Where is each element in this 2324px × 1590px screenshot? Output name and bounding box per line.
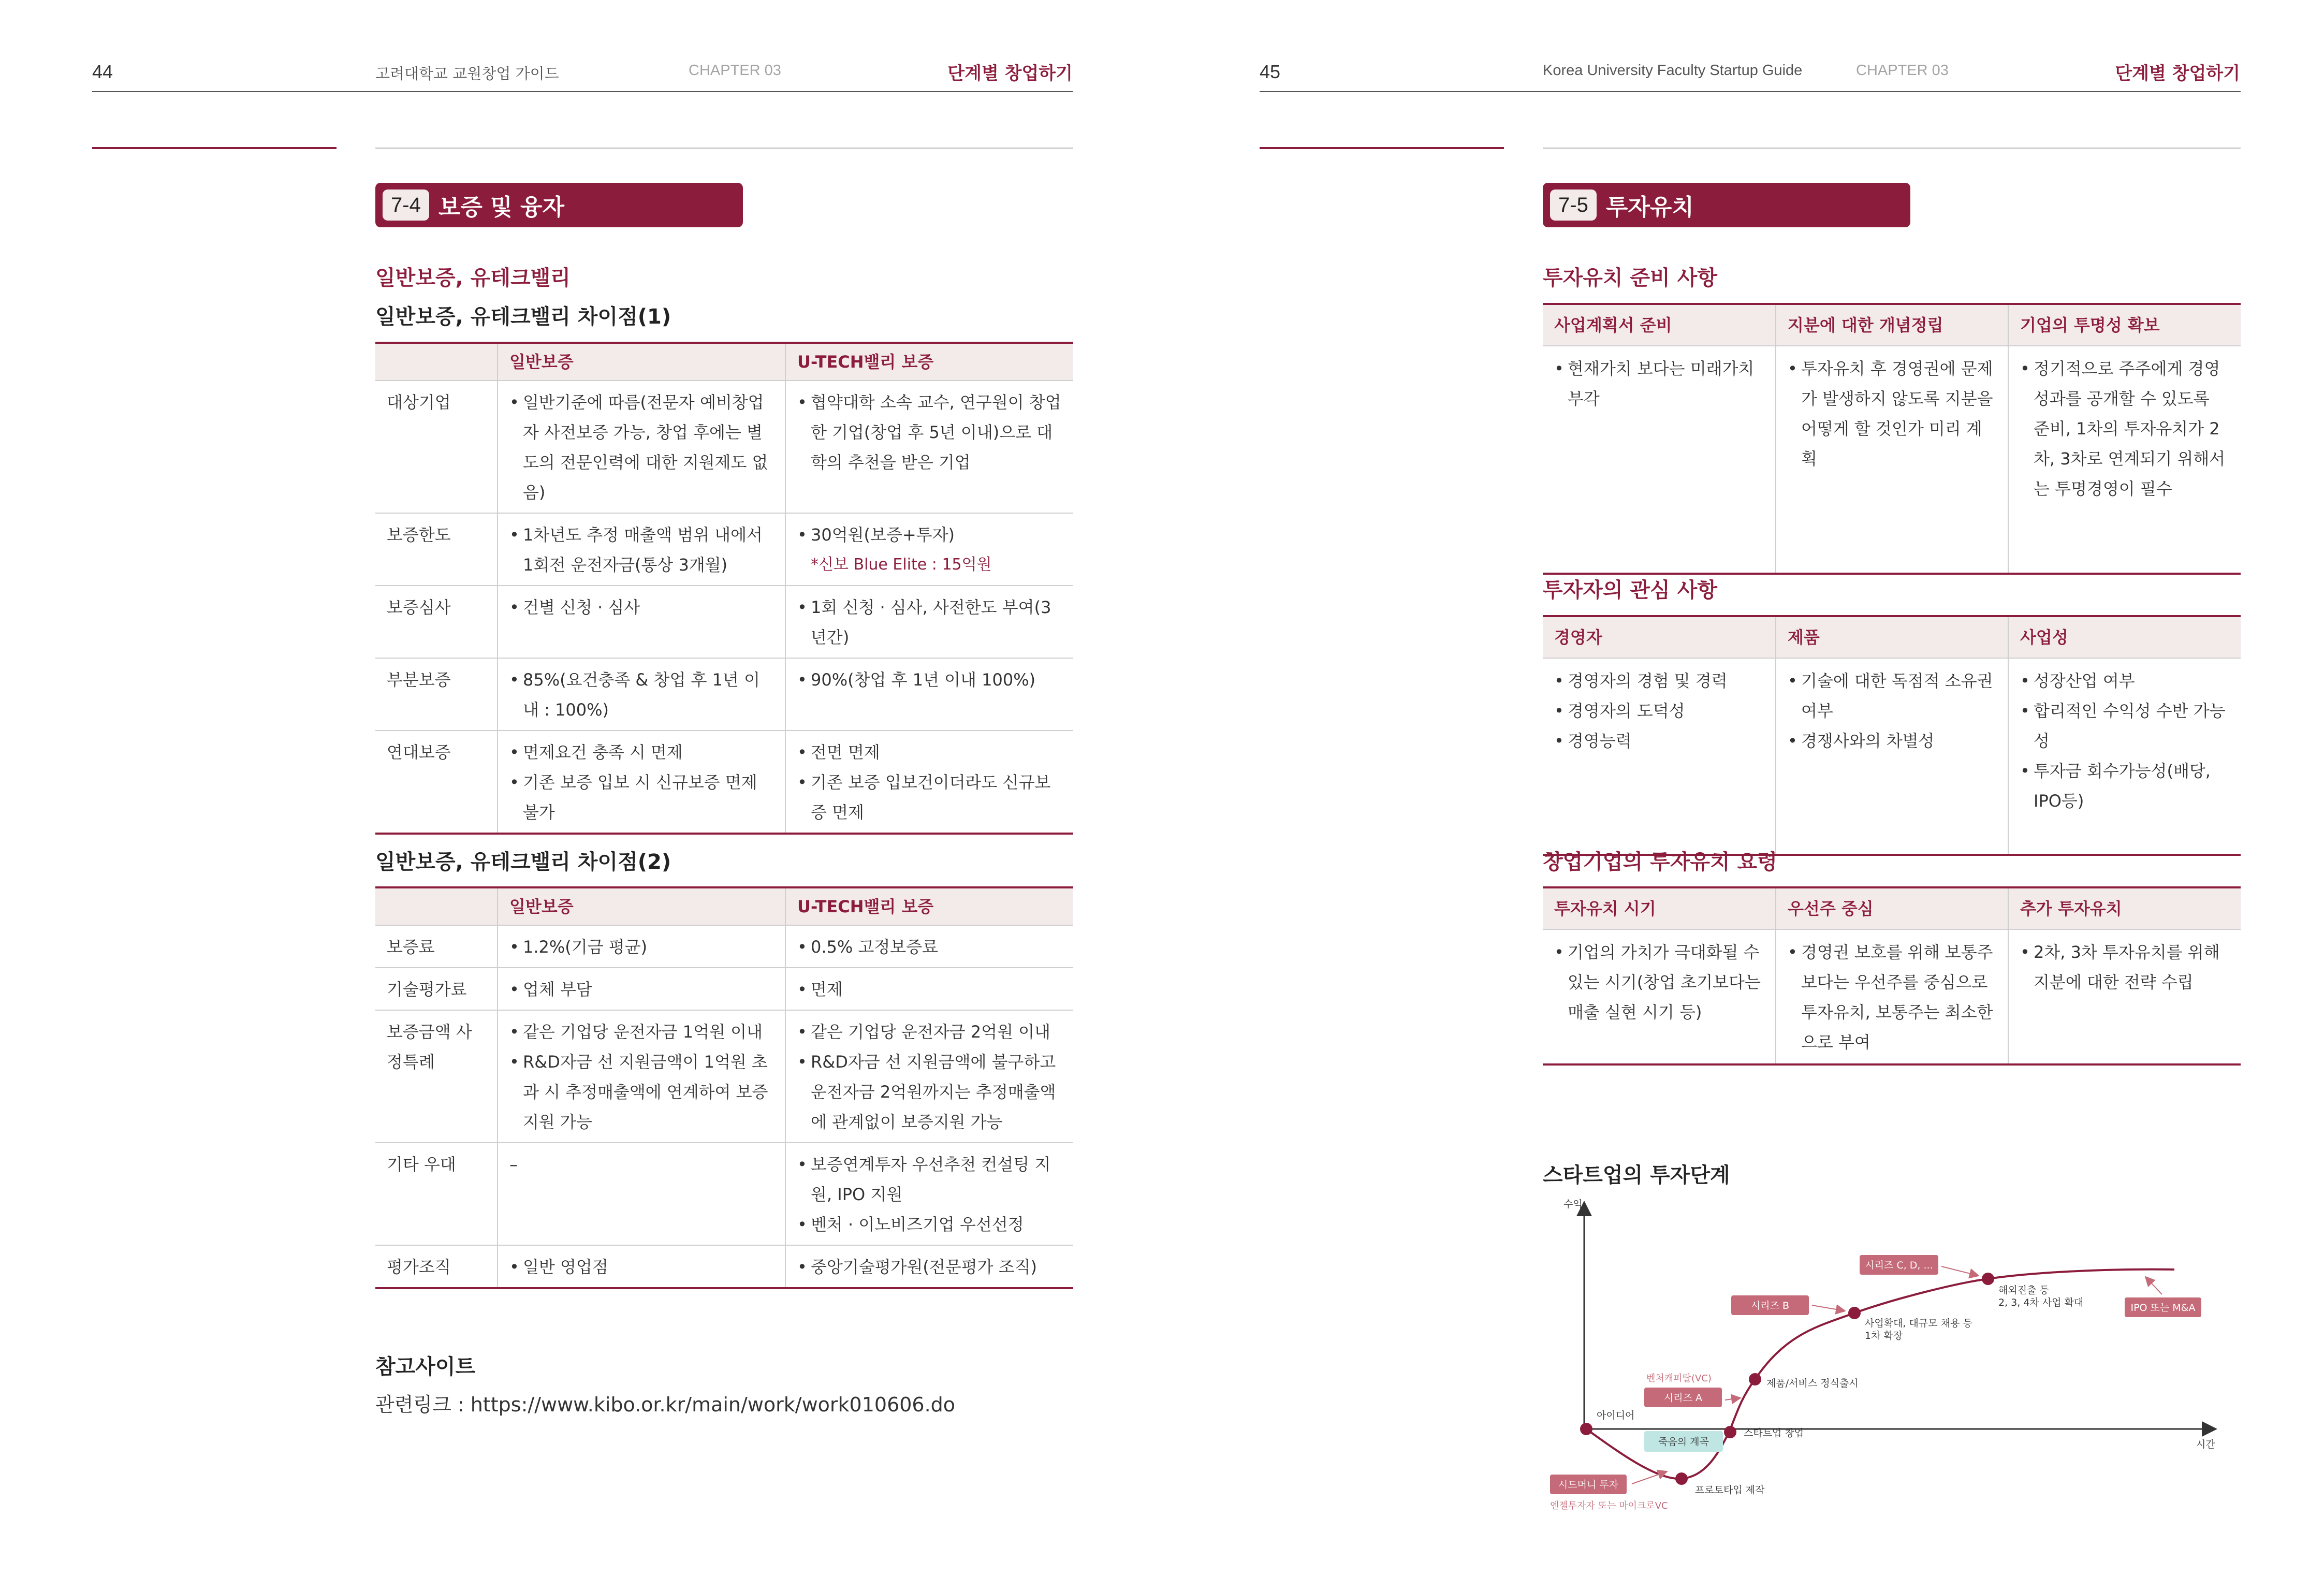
cell-text: • 경영권 보호를 위해 보통주보다는 우선주를 중심으로 투자유치, 보통주는 최소한으로 부여 (1788, 937, 1996, 1057)
right-accent-line (1260, 147, 1504, 149)
cell-text: • 보증연계투자 우선추천 컨설팅 지원, IPO 지원 (797, 1149, 1062, 1209)
label-startup: 스타트업 창업 (1744, 1427, 1804, 1439)
right-header-line (1260, 91, 2241, 92)
row-label: 부분보증 (375, 658, 498, 731)
cell-text: • 1차년도 추정 매출액 범위 내에서 1회전 운전자금(통상 3개월) (509, 520, 773, 580)
cell-text: • R&D자금 선 지원금액에 불구하고 운전자금 2억원까지는 추정매출액에 관계없이 보증지원 가능 (797, 1047, 1062, 1137)
tag-series-a-text: 시리즈 A (1663, 1392, 1703, 1404)
arrow-ipo (2145, 1277, 2162, 1294)
table2-title: 일반보증, 유테크밸리 차이점(2) (375, 850, 671, 874)
point-startup (1724, 1426, 1736, 1438)
point-launch (1749, 1373, 1761, 1385)
invest-prep-title: 투자유치 준비 사항 (1543, 266, 1717, 290)
point-expansion (1848, 1307, 1861, 1319)
cell-text: • 1.2%(기금 평균) (509, 932, 773, 962)
col-header: 투자유치 시기 (1543, 887, 1776, 929)
row-label: 보증한도 (375, 513, 498, 586)
cell-text: • 투자유치 후 경영권에 문제가 발생하지 않도록 지분을 어떻게 할 것인가 미리 계획 (1788, 354, 1996, 474)
invest-tips-title: 창업기업의 투자유치 요령 (1543, 850, 1777, 874)
row-label: 평가조직 (375, 1245, 498, 1288)
row-label: 대상기업 (375, 381, 498, 513)
row-label: 보증금액 사정특례 (375, 1010, 498, 1143)
col-header: 사업성 (2008, 616, 2241, 658)
subheading-red: 일반보증, 유테크밸리 (375, 266, 571, 290)
table-invest-prep (1543, 303, 2241, 575)
cell-note: *신보 Blue Elite : 15억원 (811, 556, 992, 574)
cell-text: • 성장산업 여부 (2020, 666, 2229, 696)
col-header: 사업계획서 준비 (1543, 304, 1776, 346)
tag-series-b-text: 시리즈 B (1750, 1300, 1790, 1311)
left-stage-title: 단계별 창업하기 (947, 63, 1073, 84)
table-row (1543, 346, 2241, 574)
right-gray-line (1543, 148, 2241, 149)
cell-text: • 업체 부담 (509, 974, 773, 1004)
left-header-line (92, 91, 1073, 92)
tag-angel-text: 엔젤투자자 또는 마이크로VC (1550, 1500, 1668, 1511)
tag-vc-text: 벤처캐피탈(VC) (1646, 1373, 1712, 1384)
arrow-series-a (1725, 1398, 1741, 1400)
arrow-seed (1632, 1471, 1667, 1484)
startup-investment-stage-diagram (1543, 1191, 2241, 1522)
cell-text: • 기업의 가치가 극대화될 수 있는 시기(창업 초기보다는 매출 실현 시기 등) (1554, 937, 1764, 1027)
cell-text: • 기존 보증 입보 시 신규보증 면제 불가 (509, 767, 773, 827)
cell-text: • 일반기준에 따름(전문자 예비창업자 사전보증 가능, 창업 후에는 별도의 전문인력에 대한 지원제도 없음) (509, 387, 773, 507)
t1-col1: 일반보증 (498, 343, 785, 381)
row-label: 보증료 (375, 925, 498, 968)
left-accent-line (92, 147, 337, 149)
row-label: 보증심사 (375, 586, 498, 658)
label-idea: 아이디어 (1597, 1410, 1635, 1421)
arrow-series-cd (1941, 1266, 1979, 1276)
cell-text: • 경영자의 경험 및 경력 (1554, 666, 1764, 696)
tag-ipo-ma-text: IPO 또는 M&A (2130, 1302, 2196, 1314)
cell-text: • 중앙기술평가원(전문평가 조직) (797, 1252, 1062, 1282)
reference-title: 참고사이트 (375, 1355, 476, 1379)
cell-text: • 건별 신청 · 심사 (509, 592, 773, 622)
label-expansion-2: 1차 확장 (1865, 1330, 1903, 1341)
table-row (375, 925, 1073, 968)
table-row (375, 731, 1073, 834)
left-chapter: CHAPTER 03 (689, 62, 781, 79)
table-row (1543, 929, 2241, 1064)
t2-col1: 일반보증 (498, 887, 785, 925)
table-guarantee-diff-2 (375, 886, 1073, 1289)
label-prototype: 프로토타입 제작 (1695, 1484, 1765, 1496)
table-row (375, 586, 1073, 658)
cell-text: • 같은 기업당 운전자금 2억원 이내 (797, 1017, 1062, 1047)
col-header: 추가 투자유치 (2008, 887, 2241, 929)
point-prototype (1675, 1472, 1688, 1485)
tag-death-valley-text: 죽음의 계곡 (1658, 1436, 1709, 1448)
left-page-number: 44 (92, 61, 113, 82)
cell-text: • 0.5% 고정보증료 (797, 932, 1062, 962)
t2-col2: U-TECH밸리 보증 (785, 887, 1073, 925)
cell-text: • 2차, 3차 투자유치를 위해 지분에 대한 전략 수립 (2020, 937, 2229, 997)
table1-title: 일반보증, 유테크밸리 차이점(1) (375, 305, 671, 329)
table-investor-interest (1543, 615, 2241, 856)
cell-text: • 일반 영업점 (509, 1252, 773, 1282)
left-gray-line (375, 148, 1073, 149)
cell-text: • 같은 기업당 운전자금 1억원 이내 (509, 1017, 773, 1047)
cell-text: • 85%(요건충족 & 창업 후 1년 이내 : 100%) (509, 665, 773, 725)
cell-text: • 90%(창업 후 1년 이내 100%) (797, 665, 1062, 695)
right-guide-title: Korea University Faculty Startup Guide (1543, 62, 1803, 79)
x-axis-label: 시간 (2196, 1439, 2215, 1450)
tag-series-cd-text: 시리즈 C, D, ... (1865, 1260, 1933, 1271)
col-header: 지분에 대한 개념정립 (1776, 304, 2008, 346)
cell-text: • 벤처 · 이노비즈기업 우선선정 (797, 1209, 1062, 1239)
section-title: 투자유치 (1605, 194, 1694, 221)
cell-text: • 면제 (797, 974, 1062, 1004)
row-label: 기술평가료 (375, 968, 498, 1010)
section-badge-7-4 (375, 183, 743, 227)
row-label: 연대보증 (375, 731, 498, 834)
cell-text: • R&D자금 선 지원금액이 1억원 초과 시 추정매출액에 연계하여 보증지원 가능 (509, 1047, 773, 1137)
label-global-1: 해외진출 등 (1998, 1285, 2049, 1296)
cell-text: • 전면 면제 (797, 737, 1062, 767)
cell-text: • 면제요건 충족 시 면제 (509, 737, 773, 767)
table-row (375, 968, 1073, 1010)
right-chapter: CHAPTER 03 (1856, 62, 1949, 79)
cell-text: • 1회 신청 · 심사, 사전한도 부여(3년간) (797, 592, 1062, 652)
t1-col2: U-TECH밸리 보증 (785, 343, 1073, 381)
col-header: 제품 (1776, 616, 2008, 658)
table-row (375, 513, 1073, 586)
cell-text: • 기존 보증 입보건이더라도 신규보증 면제 (797, 767, 1062, 827)
point-global (1982, 1273, 1994, 1285)
table-row (1543, 658, 2241, 855)
y-axis-label: 수익 (1563, 1199, 1583, 1210)
label-launch: 제품/서비스 정식출시 (1766, 1378, 1859, 1389)
section-badge-7-5 (1543, 183, 1910, 227)
cell-text: • 기술에 대한 독점적 소유권 여부 (1788, 666, 1996, 726)
investor-interest-title: 투자자의 관심 사항 (1543, 578, 1717, 602)
cell-text: • 경영능력 (1554, 726, 1764, 756)
col-header: 우선주 중심 (1776, 887, 2008, 929)
section-title: 보증 및 융자 (438, 194, 564, 221)
cell-text: – (509, 1155, 518, 1174)
table-row (375, 1245, 1073, 1288)
table-invest-tips (1543, 886, 2241, 1066)
cell-text: • 정기적으로 주주에게 경영성과를 공개할 수 있도록 준비, 1차의 투자유치가 2차, 3차로 연계되기 위해서는 투명경영이 필수 (2020, 354, 2229, 504)
right-stage-title: 단계별 창업하기 (2115, 63, 2240, 84)
row-label: 기타 우대 (375, 1143, 498, 1245)
cell-text: • 경영자의 도덕성 (1554, 696, 1764, 726)
cell-text: • 협약대학 소속 교수, 연구원이 창업한 기업(창업 후 5년 이내)으로 대학의 추천을 받은 기업 (797, 387, 1062, 477)
section-number: 7-5 (1550, 189, 1597, 221)
table-row (375, 1010, 1073, 1143)
col-header: 경영자 (1543, 616, 1776, 658)
tag-seed-money-text: 시드머니 투자 (1558, 1479, 1619, 1491)
table-row (375, 1143, 1073, 1245)
cell-text: • 합리적인 수익성 수반 가능성 (2020, 696, 2229, 756)
section-number: 7-4 (383, 189, 429, 221)
startup-stage-title: 스타트업의 투자단계 (1543, 1163, 1730, 1187)
table-guarantee-diff-1 (375, 342, 1073, 835)
cell-text: • 투자금 회수가능성(배당, IPO등) (2020, 756, 2229, 816)
cell-text: • 30억원(보증+투자) (797, 520, 1062, 550)
table-row (375, 658, 1073, 731)
left-guide-title: 고려대학교 교원창업 가이드 (375, 65, 559, 82)
right-page-number: 45 (1260, 61, 1281, 82)
reference-link[interactable]: 관련링크 : https://www.kibo.or.kr/main/work/work010606.do (375, 1393, 956, 1416)
col-header: 기업의 투명성 확보 (2008, 304, 2241, 346)
label-expansion-1: 사업확대, 대규모 채용 등 (1865, 1318, 1972, 1329)
cell-text: • 현재가치 보다는 미래가치 부각 (1554, 354, 1764, 414)
cell-text: • 경쟁사와의 차별성 (1788, 726, 1996, 756)
table-row (375, 381, 1073, 513)
arrow-series-b (1812, 1305, 1845, 1311)
label-global-2: 2, 3, 4차 사업 확대 (1998, 1297, 2084, 1308)
point-idea (1580, 1423, 1592, 1435)
